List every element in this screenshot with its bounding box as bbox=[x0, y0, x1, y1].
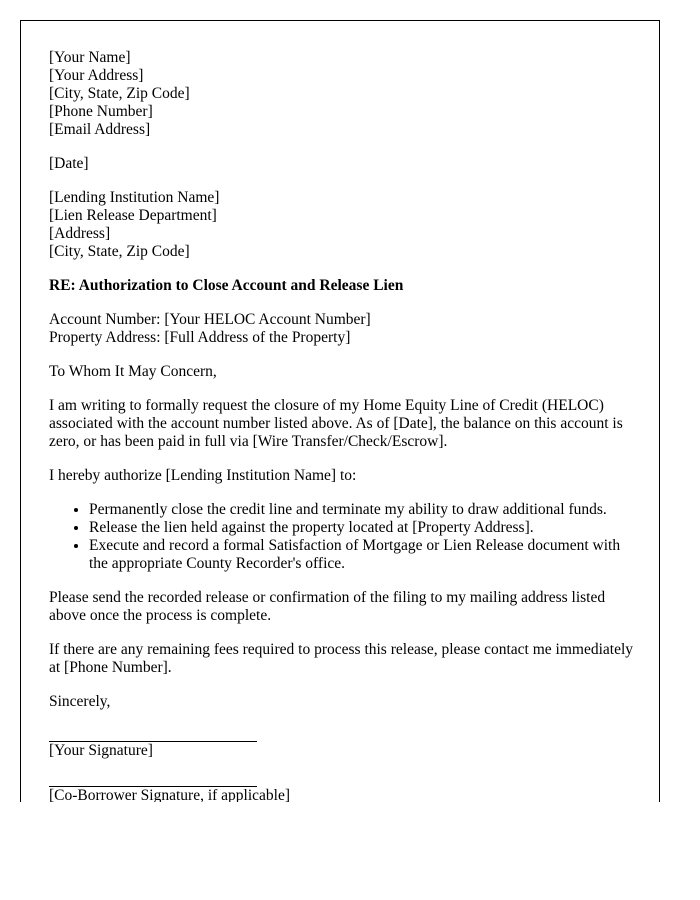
co-signature-label: [Co-Borrower Signature, if applicable] bbox=[49, 787, 291, 802]
date-line: [Date] bbox=[49, 155, 89, 172]
account-block bbox=[49, 311, 639, 347]
authorization-list bbox=[49, 501, 639, 573]
sender-address: [Your Address] bbox=[49, 67, 144, 84]
signature-block bbox=[49, 741, 639, 760]
recipient-institution: [Lending Institution Name] bbox=[49, 189, 220, 206]
account-number: Account Number: [Your HELOC Account Number] bbox=[49, 311, 371, 328]
subject-line: RE: Authorization to Close Account and Release Lien bbox=[49, 277, 404, 294]
body-paragraph-1: I am writing to formally request the closure of my Home Equity Line of Credit (HELOC) associated with the account number listed above. As of [Date], the balance on this account is zero, or has been paid in full via [Wire Transfer/Check/Escrow]. bbox=[49, 397, 623, 450]
sender-email: [Email Address] bbox=[49, 121, 151, 138]
letter-content bbox=[49, 49, 639, 802]
salutation: To Whom It May Concern, bbox=[49, 363, 217, 380]
recipient-city-state-zip: [City, State, Zip Code] bbox=[49, 243, 190, 260]
recipient-department: [Lien Release Department] bbox=[49, 207, 217, 224]
sender-block bbox=[49, 49, 639, 139]
sender-city-state-zip: [City, State, Zip Code] bbox=[49, 85, 190, 102]
body-paragraph-3: Please send the recorded release or confirmation of the filing to my mailing address listed above once the process is complete. bbox=[49, 589, 606, 624]
sender-name: [Your Name] bbox=[49, 49, 131, 66]
property-address: Property Address: [Full Address of the Property] bbox=[49, 329, 351, 346]
list-item: • Execute and record a formal Satisfaction of Mortgage or Lien Release document with the appropriate County Recorder's office. bbox=[89, 537, 639, 573]
list-item: • Permanently close the credit line and terminate my ability to draw additional funds. bbox=[89, 501, 639, 519]
sender-phone: [Phone Number] bbox=[49, 103, 153, 120]
list-item: • Release the lien held against the property located at [Property Address]. bbox=[89, 519, 639, 537]
co-signature-block bbox=[49, 786, 639, 802]
recipient-address: [Address] bbox=[49, 225, 111, 242]
letter-page bbox=[20, 20, 660, 802]
signature-label: [Your Signature] bbox=[49, 742, 153, 759]
body-paragraph-2: I hereby authorize [Lending Institution Name] to: bbox=[49, 467, 357, 484]
body-paragraph-4: If there are any remaining fees required to process this release, please contact me immediately at [Phone Number]. bbox=[49, 641, 634, 676]
closing: Sincerely, bbox=[49, 693, 111, 710]
recipient-block bbox=[49, 189, 639, 261]
